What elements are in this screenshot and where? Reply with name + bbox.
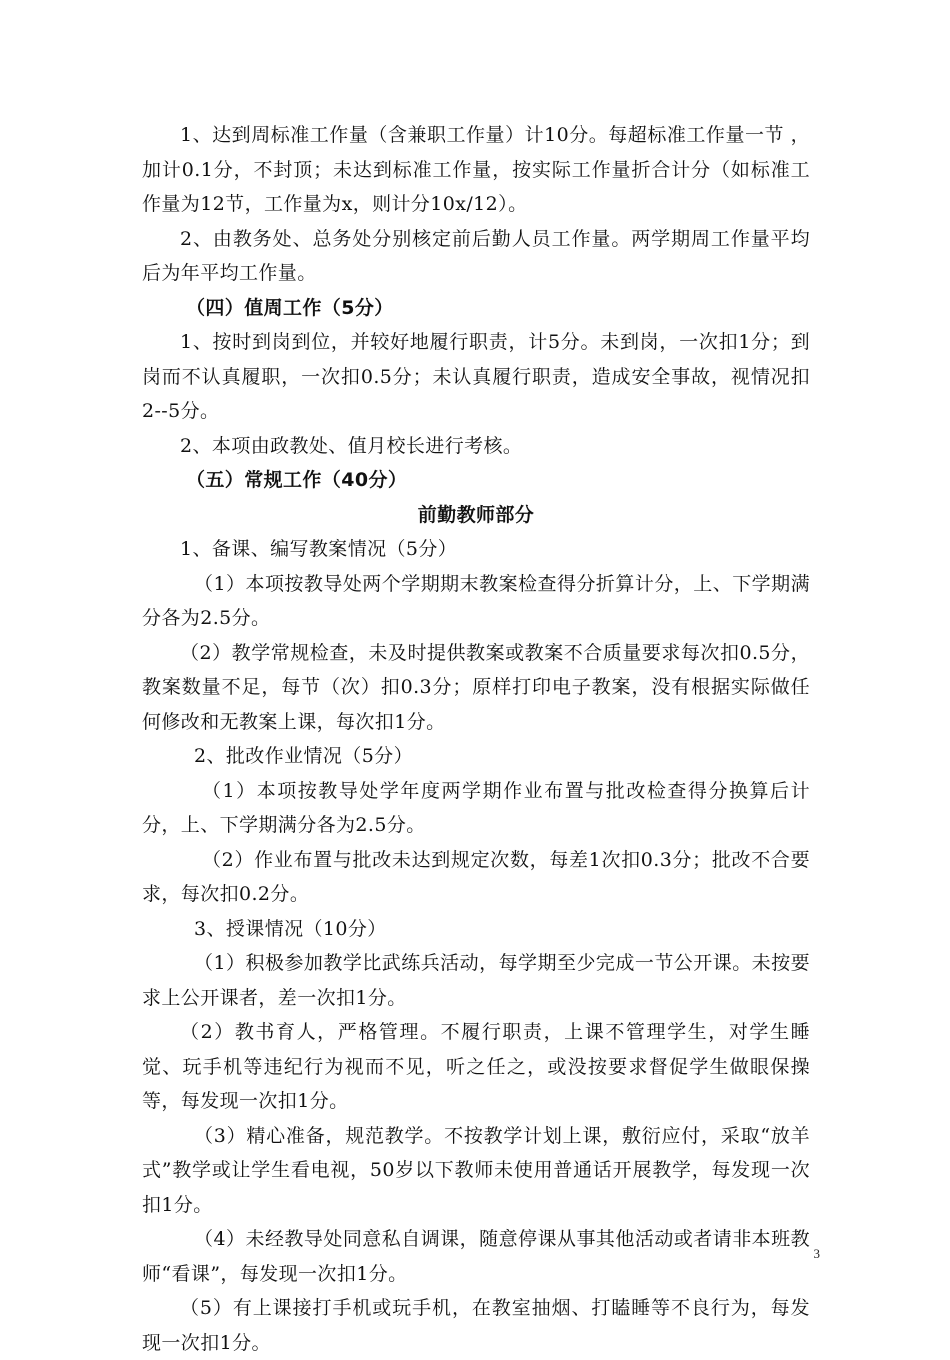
paragraph: （2）作业布置与批改未达到规定次数，每差1次扣0.3分；批改不合要求，每次扣0.2分。: [142, 848, 810, 905]
paragraph: 1、备课、编写教案情况（5分）: [180, 538, 458, 560]
document-body: [142, 118, 810, 1360]
section-heading: （四）值周工作（5分）: [186, 296, 394, 319]
paragraph: 2、由教务处、总务处分别核定前后勤人员工作量。两学期周工作量平均后为年平均工作量。: [142, 227, 810, 284]
subsection-heading: 前勤教师部分: [417, 503, 535, 526]
paragraph: 1、达到周标准工作量（含兼职工作量）计10分。每超标准工作量一节 ，加计0.1分，不封顶；未达到标准工作量，按实际工作量折合计分（如标准工作量为12节，工作量为x，则计分10x/12）。: [142, 124, 810, 215]
paragraph: （2）教书育人，严格管理。不履行职责，上课不管理学生，对学生睡觉、玩手机等违纪行为视而不见，听之任之，或没按要求督促学生做眼保操等，每发现一次扣1分。: [142, 1021, 810, 1112]
paragraph: 2、本项由政教处、值月校长进行考核。: [180, 434, 523, 457]
paragraph: （1）本项按教导处学年度两学期作业布置与批改检查得分换算后计分，上、下学期满分各为2.5分。: [142, 779, 810, 836]
paragraph: （1）本项按教导处两个学期期末教案检查得分折算计分，上、下学期满分各为2.5分。: [142, 572, 810, 629]
paragraph: 1、按时到岗到位，并较好地履行职责，计5分。未到岗，一次扣1分；到岗而不认真履职，一次扣0.5分；未认真履行职责，造成安全事故，视情况扣2--5分。: [142, 331, 810, 422]
paragraph: 3、授课情况（10分）: [194, 917, 387, 940]
paragraph: 2、批改作业情况（5分）: [194, 745, 413, 767]
paragraph: （5）有上课接打手机或玩手机，在教室抽烟、打瞌睡等不良行为，每发现一次扣1分。: [142, 1297, 810, 1354]
section-heading: （五）常规工作（40分）: [186, 469, 408, 491]
paragraph: （3）精心准备，规范教学。不按教学计划上课，敷衍应付，采取“放羊式”教学或让学生看电视，50岁以下教师未使用普通话开展教学，每发现一次扣1分。: [142, 1124, 810, 1216]
page-number: 3: [813, 1246, 820, 1261]
paragraph: （4）未经教导处同意私自调课，随意停课从事其他活动或者请非本班教师“看课”，每发现一次扣1分。: [142, 1228, 810, 1285]
paragraph: （2）教学常规检查，未及时提供教案或教案不合质量要求每次扣0.5分，教案数量不足，每节（次）扣0.3分；原样打印电子教案，没有根据实际做任何修改和无教案上课，每次扣1分。: [142, 641, 810, 733]
paragraph: （1）积极参加教学比武练兵活动，每学期至少完成一节公开课。未按要求上公开课者，差一次扣1分。: [142, 952, 810, 1009]
